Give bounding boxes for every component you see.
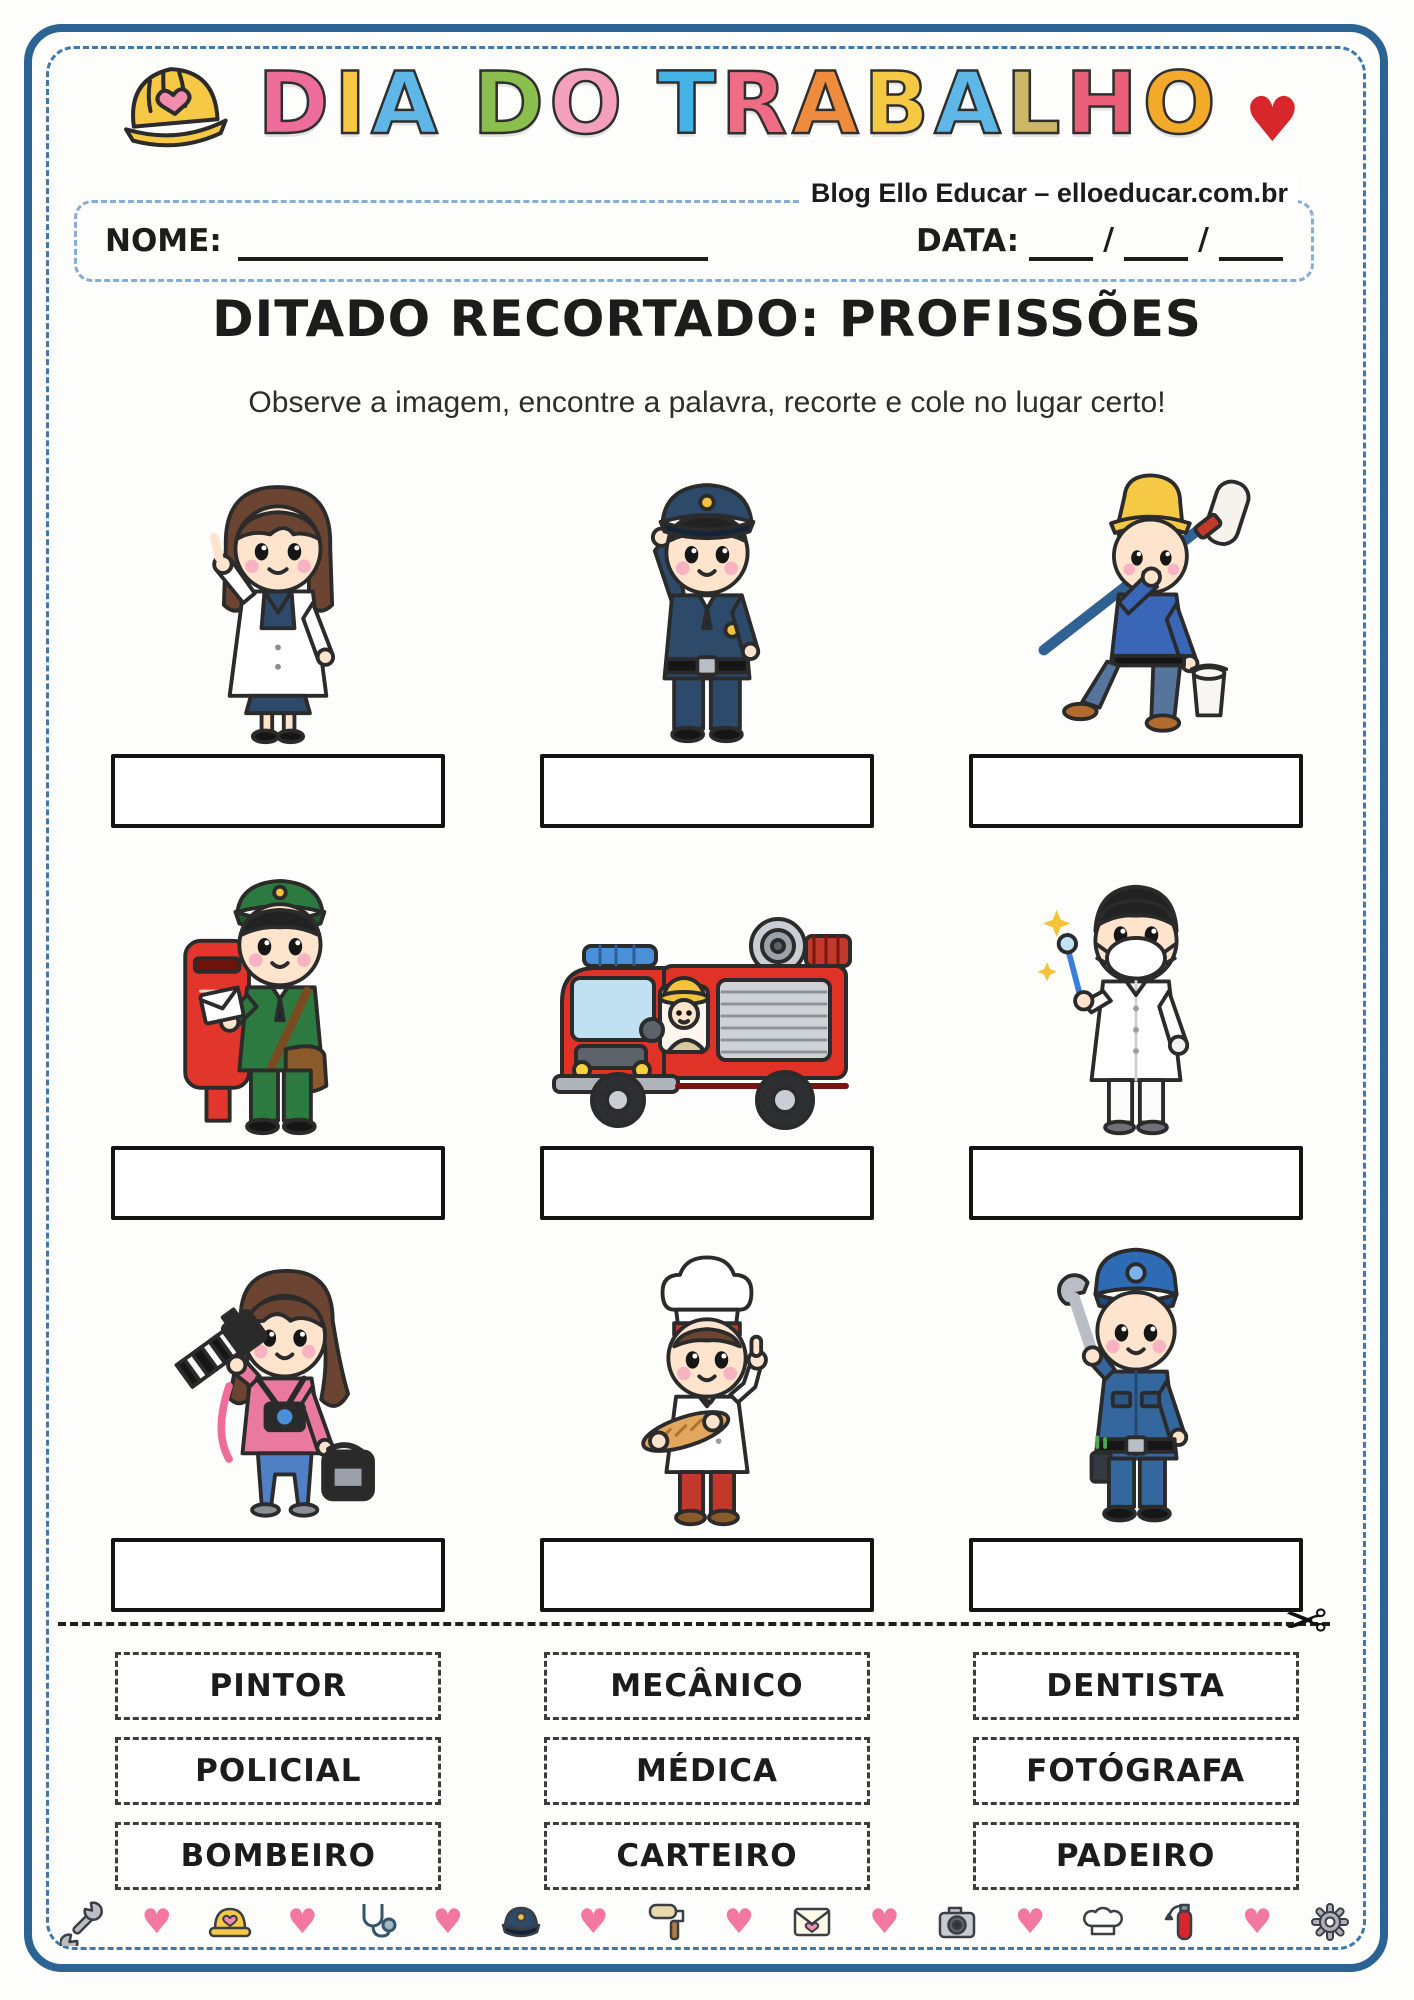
word-card-medica[interactable]: MÉDICA bbox=[544, 1737, 870, 1805]
heart-icon: ♥ bbox=[287, 1902, 318, 1942]
title-letter: H bbox=[1065, 54, 1143, 154]
date-month-field[interactable] bbox=[1124, 221, 1188, 261]
answer-box-pintor[interactable] bbox=[969, 754, 1303, 828]
word-card-bombeiro[interactable]: BOMBEIRO bbox=[115, 1822, 441, 1890]
answer-box-carteiro[interactable] bbox=[111, 1146, 445, 1220]
word-card-padeiro[interactable]: PADEIRO bbox=[973, 1822, 1299, 1890]
word-card-mecanico[interactable]: MECÂNICO bbox=[544, 1652, 870, 1720]
envelope-icon bbox=[788, 1898, 836, 1946]
fire-extinguisher-icon bbox=[1160, 1898, 1208, 1946]
answer-box-dentista[interactable] bbox=[969, 1146, 1303, 1220]
heart-icon: ♥ bbox=[578, 1902, 609, 1942]
date-separator: / bbox=[1198, 222, 1209, 257]
mecanico-illustration bbox=[1020, 1242, 1252, 1532]
footer-icon-strip bbox=[60, 1890, 1354, 1954]
heart-icon: ♥ bbox=[869, 1902, 900, 1942]
heart-icon: ♥ bbox=[141, 1902, 173, 1942]
title-letter: D bbox=[472, 54, 550, 154]
answer-box-policial[interactable] bbox=[540, 754, 874, 828]
cell-dentista bbox=[921, 828, 1350, 1220]
cell-padeiro bbox=[493, 1220, 922, 1612]
heart-icon: ♥ bbox=[723, 1902, 755, 1942]
fotografa-illustration bbox=[158, 1244, 398, 1532]
word-card-fotografa[interactable]: FOTÓGRAFA bbox=[973, 1737, 1299, 1805]
scissors-icon: ✂ bbox=[1284, 1592, 1328, 1652]
date-group bbox=[916, 221, 1283, 261]
credit-line: Blog Ello Educar – elloeducar.com.br bbox=[801, 178, 1298, 209]
gear-icon bbox=[1306, 1898, 1354, 1946]
title-letter: B bbox=[863, 54, 935, 154]
word-card-carteiro[interactable]: CARTEIRO bbox=[544, 1822, 870, 1890]
medica-illustration bbox=[162, 458, 394, 748]
page-header bbox=[0, 40, 1414, 168]
word-card-policial[interactable]: POLICIAL bbox=[115, 1737, 441, 1805]
name-date-box bbox=[74, 200, 1314, 282]
title-letter: A bbox=[792, 54, 864, 154]
stethoscope-icon bbox=[351, 1898, 399, 1946]
word-card-dentista[interactable]: DENTISTA bbox=[973, 1652, 1299, 1720]
figures-grid bbox=[64, 436, 1350, 1612]
cell-bombeiro bbox=[493, 828, 922, 1220]
cell-mecanico bbox=[921, 1220, 1350, 1612]
cell-medica bbox=[64, 436, 493, 828]
title-letter: L bbox=[1005, 54, 1066, 154]
word-bank bbox=[64, 1652, 1350, 1890]
heart-icon: ♥ bbox=[1241, 1902, 1273, 1942]
hard-hat-icon bbox=[206, 1898, 254, 1946]
word-card-pintor[interactable]: PINTOR bbox=[115, 1652, 441, 1720]
title-letter: D bbox=[257, 54, 335, 154]
name-input-line[interactable] bbox=[238, 221, 708, 261]
title-heart-icon: ♥ bbox=[1244, 83, 1301, 156]
dentista-illustration bbox=[1020, 850, 1252, 1140]
cut-line bbox=[58, 1622, 1330, 1626]
cell-pintor bbox=[921, 436, 1350, 828]
title-letter: A bbox=[371, 54, 443, 154]
name-label: NOME: bbox=[105, 223, 222, 259]
title-letter: O bbox=[549, 54, 628, 154]
camera-icon bbox=[933, 1898, 981, 1946]
date-label: DATA: bbox=[916, 223, 1020, 259]
page-title-letters bbox=[258, 54, 1221, 154]
title-letter: O bbox=[1142, 54, 1221, 154]
bombeiro-illustration bbox=[542, 890, 872, 1140]
wrench-icon bbox=[60, 1898, 108, 1946]
title-letter: I bbox=[334, 54, 372, 154]
date-year-field[interactable] bbox=[1219, 221, 1283, 261]
policial-illustration bbox=[591, 458, 823, 748]
carteiro-illustration bbox=[162, 850, 394, 1140]
cell-carteiro bbox=[64, 828, 493, 1220]
worksheet-instruction: Observe a imagem, encontre a palavra, recorte e cole no lugar certo! bbox=[248, 386, 1166, 419]
cell-policial bbox=[493, 436, 922, 828]
heart-icon: ♥ bbox=[432, 1902, 464, 1942]
answer-box-medica[interactable] bbox=[111, 754, 445, 828]
hard-hat-with-heart-icon bbox=[109, 46, 238, 162]
title-letter: R bbox=[720, 54, 793, 154]
date-separator: / bbox=[1103, 222, 1115, 257]
answer-box-padeiro[interactable] bbox=[540, 1538, 874, 1612]
answer-box-fotografa[interactable] bbox=[111, 1538, 445, 1612]
police-cap-icon bbox=[497, 1898, 545, 1946]
answer-box-mecanico[interactable] bbox=[969, 1538, 1303, 1612]
answer-box-bombeiro[interactable] bbox=[540, 1146, 874, 1220]
pintor-illustration bbox=[1011, 460, 1261, 748]
chef-hat-icon bbox=[1079, 1898, 1127, 1946]
cell-fotografa bbox=[64, 1220, 493, 1612]
title-letter: T bbox=[657, 54, 721, 154]
worksheet-title: DITADO RECORTADO: PROFISSÕES bbox=[212, 290, 1202, 348]
paint-roller-icon bbox=[642, 1898, 690, 1946]
heart-icon: ♥ bbox=[1014, 1902, 1046, 1942]
title-letter: A bbox=[934, 54, 1006, 154]
padeiro-illustration bbox=[591, 1242, 823, 1532]
date-day-field[interactable] bbox=[1029, 221, 1093, 261]
